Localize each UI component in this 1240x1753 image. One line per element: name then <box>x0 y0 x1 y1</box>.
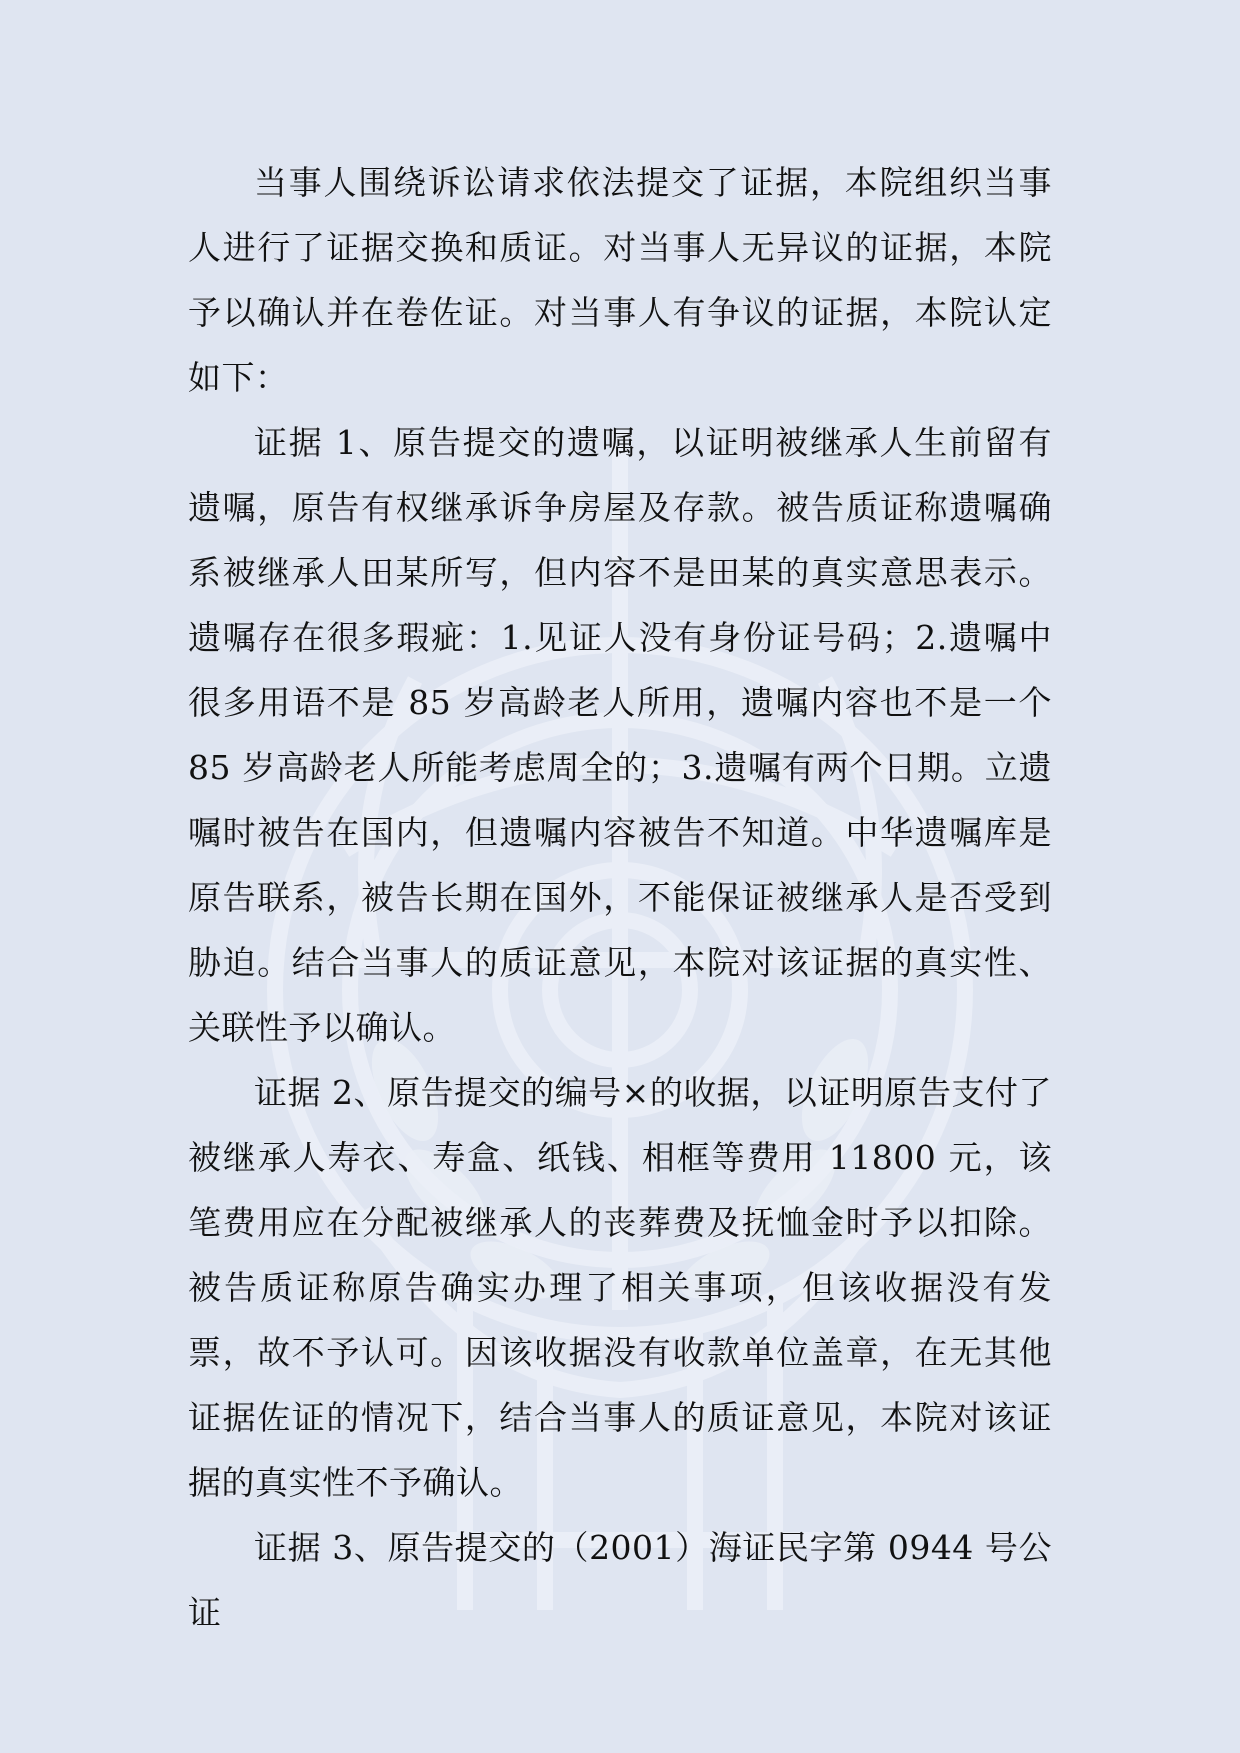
paragraph-evidence-1: 证据 1、原告提交的遗嘱，以证明被继承人生前留有遗嘱，原告有权继承诉争房屋及存款。被告质证称遗嘱确系被继承人田某所写，但内容不是田某的真实意思表示。遗嘱存在很多瑕疵：1.见证人没有身份证号码；2.遗嘱中很多用语不是 85 岁高龄老人所用，遗嘱内容也不是一个 85 岁高龄老人所能考虑周全的；3.遗嘱有两个日期。立遗嘱时被告在国内，但遗嘱内容被告不知道。中华遗嘱库是原告联系，被告长期在国外，不能保证被继承人是否受到胁迫。结合当事人的质证意见，本院对该证据的真实性、关联性予以确认。 <box>188 423 1052 1047</box>
document-body <box>188 150 1052 1645</box>
paragraph-evidence-2: 证据 2、原告提交的编号×的收据，以证明原告支付了被继承人寿衣、寿盒、纸钱、相框等费用 11800 元，该笔费用应在分配被继承人的丧葬费及抚恤金时予以扣除。被告质证称原告确实办理了相关事项，但该收据没有发票，故不予认可。因该收据没有收款单位盖章，在无其他证据佐证的情况下，结合当事人的质证意见，本院对该证据的真实性不予确认。 <box>188 1073 1052 1502</box>
paragraph-intro: 当事人围绕诉讼请求依法提交了证据，本院组织当事人进行了证据交换和质证。对当事人无异议的证据，本院予以确认并在卷佐证。对当事人有争议的证据，本院认定如下： <box>188 163 1052 397</box>
paragraph-evidence-3: 证据 3、原告提交的（2001）海证民字第 0944 号公证 <box>188 1528 1052 1632</box>
